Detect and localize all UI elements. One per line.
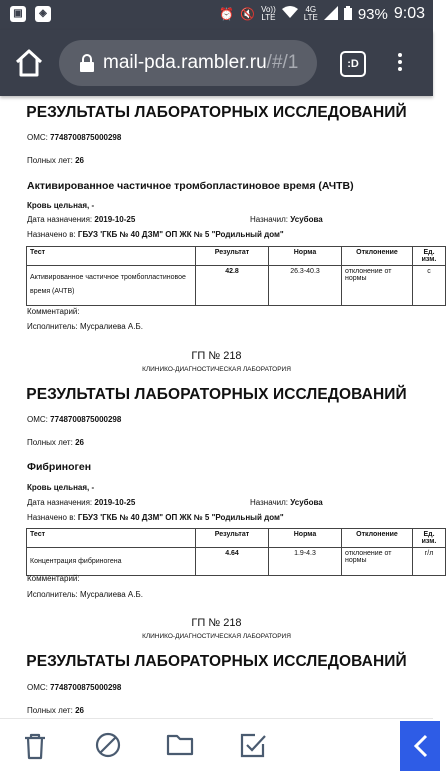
column-header: Отклонение: [342, 247, 413, 266]
report-document: [0, 96, 437, 718]
sample-type: Кровь цельная, -: [27, 483, 95, 492]
executor: Исполнитель: Мусралиева А.Б.: [27, 322, 143, 331]
column-header: Норма: [269, 247, 342, 266]
order-date: Дата назначения: 2019-10-25: [27, 498, 136, 507]
report-title: РЕЗУЛЬТАТЫ ЛАБОРАТОРНЫХ ИССЛЕДОВАНИЙ: [26, 386, 407, 403]
cell-unit: г/л: [413, 548, 446, 576]
alarm-icon: ⏰: [219, 7, 235, 21]
gp-heading: ГП № 218: [191, 617, 242, 629]
volte-indicator: Vo)) LTE: [261, 5, 276, 22]
comment-label: Комментарий:: [27, 574, 80, 583]
test-name: Активированное частичное тромбопластиновое время (АЧТВ): [27, 180, 354, 192]
age-line: Полных лет: 26: [27, 438, 84, 447]
status-bar: [0, 0, 433, 30]
column-header: Ед. изм.: [413, 247, 446, 266]
column-header: Ед. изм.: [413, 529, 446, 548]
oms-line: ОМС: 7748700875000298: [27, 133, 122, 142]
cell-deviation: отклонение от нормы: [342, 548, 413, 576]
address-bar[interactable]: [59, 40, 317, 86]
lock-icon: [79, 54, 95, 72]
signal-icon: [324, 6, 338, 23]
test-name: Фибриноген: [27, 461, 92, 473]
reply-button[interactable]: [400, 721, 440, 771]
cell-unit: с: [413, 266, 446, 306]
results-table: [26, 528, 446, 576]
ordered-by: Назначил: Усубова: [250, 498, 323, 507]
wifi-icon: [282, 6, 298, 22]
assigned-to: Назначено в: ГБУЗ 'ГКБ № 40 ДЗМ" ОП ЖК № 5 "Родильный дом": [27, 513, 284, 522]
menu-icon[interactable]: [395, 50, 405, 76]
cell-norm: 1.9-4.3: [269, 548, 342, 576]
folder-icon[interactable]: [166, 732, 192, 758]
cell-test: Активированное частичное тромбопластиновое время (АЧТВ): [27, 266, 196, 306]
column-header: Отклонение: [342, 529, 413, 548]
mute-icon: 🔇: [240, 7, 256, 21]
tab-switcher-button[interactable]: :D: [340, 51, 366, 77]
battery-icon: [344, 6, 352, 23]
age-line: Полных лет: 26: [27, 706, 84, 715]
age-line: Полных лет: 26: [27, 156, 84, 165]
table-row: [27, 548, 446, 576]
browser-toolbar: [0, 30, 433, 96]
report-title: РЕЗУЛЬТАТЫ ЛАБОРАТОРНЫХ ИССЛЕДОВАНИЙ: [26, 104, 407, 121]
table-row: [27, 266, 446, 306]
column-header: Норма: [269, 529, 342, 548]
cell-norm: 26.3-40.3: [269, 266, 342, 306]
network-indicator: 4G LTE: [303, 5, 318, 22]
trash-icon[interactable]: [22, 732, 48, 758]
cell-test: Концентрация фибриногена: [27, 548, 196, 576]
column-header: Результат: [196, 247, 269, 266]
clock: 9:03: [393, 5, 425, 22]
cell-result: 42.8: [196, 266, 269, 306]
sample-type: Кровь цельная, -: [27, 201, 95, 210]
reply-icon: [414, 731, 434, 761]
url-path: /#/1: [266, 52, 299, 73]
cell-result: 4.64: [196, 548, 269, 576]
report-title: РЕЗУЛЬТАТЫ ЛАБОРАТОРНЫХ ИССЛЕДОВАНИЙ: [26, 653, 407, 670]
column-header: Тест: [27, 529, 196, 548]
comment-label: Комментарий:: [27, 307, 80, 316]
column-header: Результат: [196, 529, 269, 548]
oms-line: ОМС: 7748700875000298: [27, 683, 122, 692]
gallery-icon: ▣: [10, 6, 26, 22]
bottom-action-bar: [0, 718, 433, 771]
assigned-to: Назначено в: ГБУЗ 'ГКБ № 40 ДЗМ" ОП ЖК № 5 "Родильный дом": [27, 230, 284, 239]
gp-heading: ГП № 218: [191, 350, 242, 362]
url-text: [103, 52, 298, 74]
table-header-row: [27, 247, 446, 266]
order-date: Дата назначения: 2019-10-25: [27, 215, 136, 224]
oms-line: ОМС: 7748700875000298: [27, 415, 122, 424]
ordered-by: Назначил: Усубова: [250, 215, 323, 224]
table-header-row: [27, 529, 446, 548]
executor: Исполнитель: Мусралиева А.Б.: [27, 590, 143, 599]
app-shield-icon: ◈: [35, 6, 51, 22]
lab-heading: КЛИНИКО-ДИАГНОСТИЧЕСКАЯ ЛАБОРАТОРИЯ: [142, 366, 291, 373]
cell-deviation: отклонение от нормы: [342, 266, 413, 306]
home-icon[interactable]: [14, 49, 44, 77]
mark-done-icon[interactable]: [239, 732, 265, 758]
lab-heading: КЛИНИКО-ДИАГНОСТИЧЕСКАЯ ЛАБОРАТОРИЯ: [142, 633, 291, 640]
column-header: Тест: [27, 247, 196, 266]
battery-level: 93%: [357, 5, 388, 23]
url-host: mail-pda.rambler.ru: [103, 52, 267, 73]
block-icon[interactable]: [95, 732, 121, 758]
results-table: [26, 246, 446, 306]
